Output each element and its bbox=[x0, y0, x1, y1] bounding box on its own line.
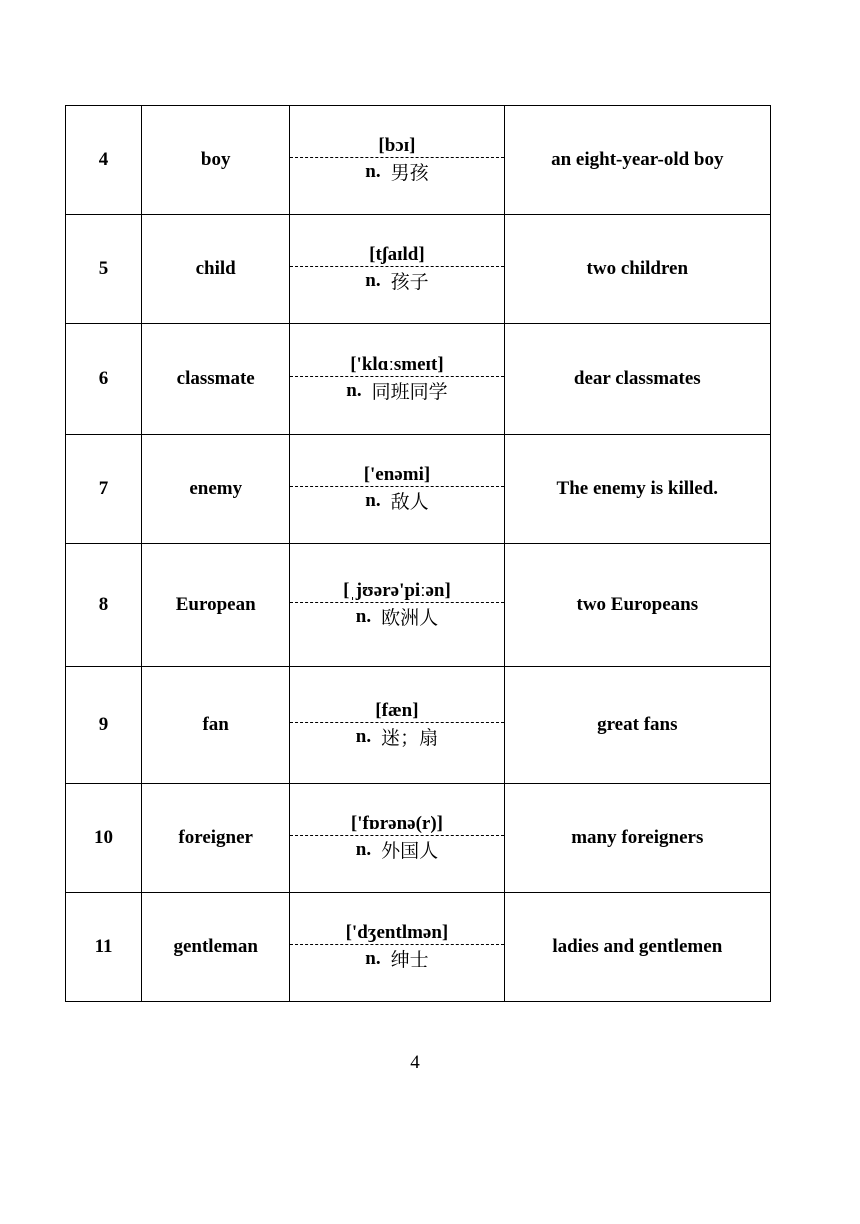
row-number: 10 bbox=[66, 784, 142, 893]
vocab-word: fan bbox=[142, 667, 290, 784]
meaning bbox=[290, 945, 503, 972]
row-number: 7 bbox=[66, 435, 142, 544]
chinese-meaning: 迷；扇 bbox=[381, 727, 439, 749]
vocab-word: classmate bbox=[142, 324, 290, 435]
phonetic: ['fɒrənə(r)] bbox=[290, 813, 503, 836]
phonetic: [fæn] bbox=[290, 700, 503, 723]
vocabulary-table bbox=[65, 105, 771, 1002]
meaning bbox=[290, 723, 503, 750]
phonetic: ['dʒentlmən] bbox=[290, 922, 503, 945]
meaning bbox=[290, 158, 503, 185]
example-phrase: an eight-year-old boy bbox=[504, 106, 770, 215]
page-number: 4 bbox=[410, 1052, 420, 1073]
meaning bbox=[290, 377, 503, 404]
table-row bbox=[66, 106, 771, 215]
part-of-speech: n. bbox=[346, 379, 362, 401]
chinese-meaning: 男孩 bbox=[390, 162, 429, 184]
definition-cell bbox=[290, 667, 504, 784]
meaning bbox=[290, 836, 503, 863]
meaning bbox=[290, 487, 503, 514]
definition-cell bbox=[290, 893, 504, 1002]
part-of-speech: n. bbox=[355, 725, 372, 747]
definition-cell bbox=[290, 544, 504, 667]
chinese-meaning: 孩子 bbox=[390, 271, 429, 293]
example-phrase: two children bbox=[504, 215, 770, 324]
phonetic: ['enəmi] bbox=[290, 464, 503, 487]
phonetic: [ˌjʊərə'piːən] bbox=[290, 580, 503, 603]
definition-cell bbox=[290, 215, 504, 324]
part-of-speech: n. bbox=[365, 947, 381, 969]
phonetic: ['klɑːsmeɪt] bbox=[290, 354, 503, 377]
definition-cell bbox=[290, 435, 504, 544]
example-phrase: dear classmates bbox=[504, 324, 770, 435]
part-of-speech: n. bbox=[365, 269, 381, 291]
chinese-meaning: 敌人 bbox=[390, 491, 429, 513]
vocab-word: gentleman bbox=[142, 893, 290, 1002]
table-row bbox=[66, 324, 771, 435]
part-of-speech: n. bbox=[365, 489, 381, 511]
row-number: 6 bbox=[66, 324, 142, 435]
definition-cell bbox=[290, 106, 504, 215]
table-row bbox=[66, 435, 771, 544]
chinese-meaning: 欧洲人 bbox=[381, 607, 439, 629]
table-row bbox=[66, 544, 771, 667]
chinese-meaning: 同班同学 bbox=[371, 381, 448, 403]
meaning bbox=[290, 603, 503, 630]
definition-cell bbox=[290, 784, 504, 893]
vocab-word: foreigner bbox=[142, 784, 290, 893]
vocab-word: European bbox=[142, 544, 290, 667]
part-of-speech: n. bbox=[355, 605, 372, 627]
example-phrase: The enemy is killed. bbox=[504, 435, 770, 544]
table-row bbox=[66, 215, 771, 324]
vocab-word: child bbox=[142, 215, 290, 324]
row-number: 11 bbox=[66, 893, 142, 1002]
part-of-speech: n. bbox=[355, 838, 372, 860]
chinese-meaning: 外国人 bbox=[381, 840, 439, 862]
row-number: 4 bbox=[66, 106, 142, 215]
phonetic: [bɔɪ] bbox=[290, 135, 503, 158]
table-row bbox=[66, 784, 771, 893]
row-number: 9 bbox=[66, 667, 142, 784]
example-phrase: ladies and gentlemen bbox=[504, 893, 770, 1002]
row-number: 8 bbox=[66, 544, 142, 667]
row-number: 5 bbox=[66, 215, 142, 324]
example-phrase: two Europeans bbox=[504, 544, 770, 667]
definition-cell bbox=[290, 324, 504, 435]
example-phrase: many foreigners bbox=[504, 784, 770, 893]
table-row bbox=[66, 667, 771, 784]
vocab-word: boy bbox=[142, 106, 290, 215]
part-of-speech: n. bbox=[365, 160, 381, 182]
example-phrase: great fans bbox=[504, 667, 770, 784]
meaning bbox=[290, 267, 503, 294]
table-row bbox=[66, 893, 771, 1002]
chinese-meaning: 绅士 bbox=[390, 949, 429, 971]
vocab-word: enemy bbox=[142, 435, 290, 544]
phonetic: [tʃaɪld] bbox=[290, 244, 503, 267]
